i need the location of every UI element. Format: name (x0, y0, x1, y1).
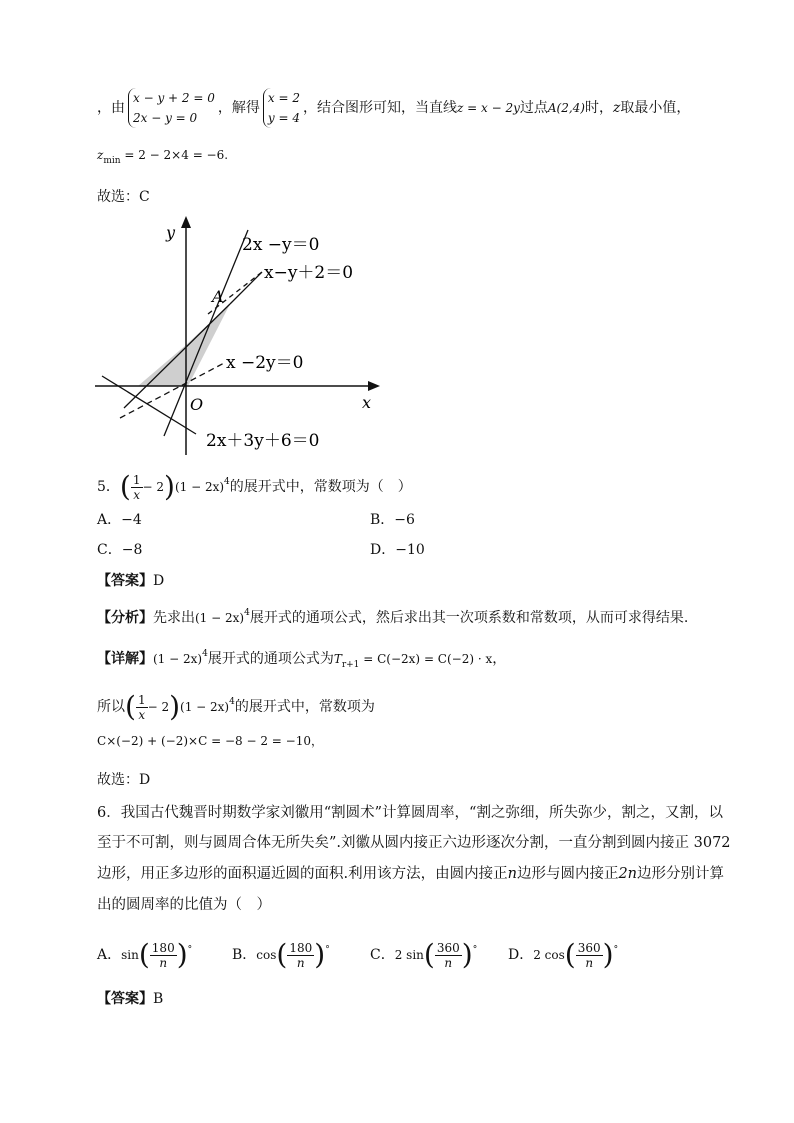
q5-frac (131, 473, 143, 502)
q5-so (97, 682, 375, 722)
rparen-a: ) (176, 938, 188, 971)
detail-rest: = C (359, 652, 387, 666)
q6-option-b[interactable] (232, 930, 330, 970)
q5-option-a[interactable]: A．−4 (97, 512, 142, 528)
label-2x-3y-6: 2x＋3y＋6＝0 (206, 431, 320, 451)
z-min-expr: = 2 − 2×4 = −6. (120, 148, 229, 162)
point-a-label: A (212, 287, 224, 306)
so-frac-num: 1 (137, 692, 146, 707)
rparen-c: ) (461, 938, 473, 971)
opt-d-label: D． (508, 947, 534, 963)
line-x-y-2 (124, 304, 230, 408)
line-x-y-2-ext (230, 272, 262, 304)
q6-line-3c: 边形分别计算 (637, 866, 725, 882)
q5-text: 的展开式中，常数项为（ ） (229, 479, 412, 495)
opt-d-frac (576, 941, 603, 970)
analysis-pre: 先求出 (153, 610, 195, 626)
detail-tag: 【详解】 (97, 651, 153, 667)
q5-number: 5． (97, 479, 120, 495)
eq-1a: x − y + 2 = 0 (133, 91, 215, 105)
q6-option-c[interactable] (370, 930, 477, 970)
text-rest-1: ，结合图形可知，当直线 (302, 100, 457, 116)
equation-system (128, 88, 215, 128)
y-label: y (166, 223, 176, 242)
x-arrow (368, 381, 380, 391)
opt-b-label: B． (232, 947, 257, 963)
q5-option-c[interactable]: C．−8 (97, 542, 143, 558)
detail-end: ， (492, 651, 507, 667)
text-rest-2: 过点 (519, 100, 548, 116)
so-post: 的展开式中，常数项为 (234, 699, 375, 715)
so-frac (136, 693, 148, 722)
region-graph (90, 210, 390, 460)
opt-c-frac (435, 941, 462, 970)
line-2x-y (164, 230, 248, 436)
detail-text: 展开式的通项公式为 (207, 651, 334, 667)
label-x-y-2: x−y＋2＝0 (264, 263, 354, 283)
opt-b-frac (287, 941, 314, 970)
so-frac-den: x (138, 707, 146, 722)
q6-line-3b: 边形与圆内接正 (516, 866, 619, 882)
q5-answer (97, 570, 164, 590)
lparen-b: ( (276, 938, 288, 971)
detail-rest-5: · x (474, 652, 493, 666)
opt-c-deg: ° (472, 945, 478, 955)
so-minus-two: − 2 (147, 700, 170, 714)
q5-option-d[interactable]: D．−10 (370, 542, 425, 558)
minus-two: − 2 (142, 480, 165, 494)
sol-2: y = 4 (267, 111, 300, 125)
opt-c-fn: 2 sin (394, 948, 424, 962)
analysis-expr: (1 − 2x) (195, 611, 245, 625)
so-exp: 4 (229, 697, 235, 707)
opt-a-num: 180 (151, 940, 175, 955)
z-equation: z = x − 2y (456, 101, 520, 115)
q6-line-3 (97, 862, 724, 883)
solution-system (263, 88, 300, 128)
calc-1: C (97, 734, 107, 748)
q5-exp: 4 (224, 477, 230, 487)
opt-b-den: n (296, 955, 305, 970)
q5-option-b[interactable]: B．−6 (370, 512, 415, 528)
q6-n: n (507, 866, 517, 882)
detail-rest-4: (−2) (447, 652, 475, 666)
detail-sub: r+1 (341, 660, 360, 670)
frac-den: x (133, 487, 141, 502)
q5-analysis (97, 607, 688, 627)
opt-a-deg: ° (187, 945, 193, 955)
frac-num: 1 (132, 472, 141, 487)
solution-line-2 (97, 148, 228, 166)
opt-a-den: n (159, 955, 168, 970)
choose-c: 故选：C (97, 189, 150, 205)
eq-1b: 2x − y = 0 (133, 111, 198, 125)
answer-value: D (153, 573, 165, 589)
opt-d-deg: ° (613, 945, 619, 955)
calc-2: ×(−2) + (−2)×C (106, 734, 208, 748)
sol-1: x = 2 (267, 91, 300, 105)
opt-d-num: 360 (577, 940, 601, 955)
q5-calc (97, 732, 323, 749)
q6-answer-value: B (153, 991, 164, 1007)
z-min-sub: min (103, 156, 121, 166)
q6-answer-tag: 【答案】 (97, 991, 153, 1007)
rparen-d: ) (602, 938, 614, 971)
z-min: z (97, 148, 104, 162)
q6-option-a[interactable] (97, 930, 192, 970)
opt-c-label: C． (370, 947, 395, 963)
q6-line-2: 至于不可割，则与圆周合体无所失矣”.刘徽从圆内接正六边形逐次分割，一直分割到圆内接正 3072 (97, 835, 731, 851)
opt-d-den: n (585, 955, 594, 970)
q5-factor: (1 − 2x) (174, 480, 225, 494)
text-prefix: ，由 (97, 100, 125, 116)
q6-line-1: 6．我国古代魏晋时期数学家刘徽用“割圆术”计算圆周率，“割之弥细，所失弥少，割之，又割，以 (97, 805, 723, 821)
lparen-c: ( (423, 938, 435, 971)
choose-d: 故选：D (97, 772, 151, 788)
detail-formula: T (333, 652, 342, 666)
opt-d-fn: 2 cos (533, 948, 565, 962)
opt-b-num: 180 (289, 940, 313, 955)
detail-expr: (1 − 2x) (153, 652, 203, 666)
lparen-d: ( (564, 938, 576, 971)
opt-a-fn: sin (121, 948, 139, 962)
so-pre: 所以 (97, 699, 125, 715)
so-factor: (1 − 2x) (180, 700, 230, 714)
rparen-2: ) (169, 690, 181, 723)
q6-line-3a: 边形，用正多边形的面积逼近圆的面积.利用该方法，由圆内接正 (97, 866, 508, 882)
calc-3: = −8 − 2 = −10， (207, 734, 323, 748)
analysis-exp: 4 (244, 608, 250, 618)
detail-rest-2: (−2x) (386, 652, 421, 666)
label-x-2y: x −2y＝0 (226, 353, 304, 373)
q5-detail (97, 648, 506, 670)
lparen-2: ( (125, 690, 136, 723)
x-label: x (362, 393, 372, 412)
answer-tag: 【答案】 (97, 573, 153, 589)
q6-answer (97, 988, 163, 1008)
q6-option-d[interactable] (508, 930, 618, 970)
point-a: A(2,4) (547, 101, 585, 115)
lparen-a: ( (138, 938, 150, 971)
opt-b-deg: ° (325, 945, 330, 955)
q5-stem (97, 462, 412, 502)
q6-line-4: 出的圆周率的比值为（ ） (97, 897, 271, 913)
opt-c-num: 360 (436, 940, 460, 955)
rparen-b: ) (314, 938, 326, 971)
detail-rest-3: = C (420, 652, 447, 666)
opt-a-frac (150, 941, 177, 970)
lparen: ( (119, 470, 131, 503)
opt-b-fn: cos (256, 948, 277, 962)
opt-a-label: A． (97, 947, 122, 963)
z-var: z (612, 100, 621, 116)
feasible-region (138, 304, 230, 386)
origin-label: O (190, 395, 204, 414)
q6-2n: 2n (618, 866, 638, 882)
detail-exp: 4 (202, 649, 208, 659)
opt-c-den: n (444, 955, 453, 970)
text-rest-3: 时， (584, 100, 613, 116)
y-arrow (181, 216, 191, 228)
text-rest-4: 取最小值， (620, 100, 691, 116)
rparen: ) (164, 470, 175, 503)
text-mid: ，解得 (217, 100, 260, 116)
analysis-post: 展开式的通项公式，然后求出其一次项系数和常数项，从而可求得结果. (249, 610, 689, 626)
label-2x-y: 2x −y＝0 (242, 235, 320, 255)
solution-line-1 (97, 88, 690, 128)
analysis-tag: 【分析】 (97, 610, 153, 626)
